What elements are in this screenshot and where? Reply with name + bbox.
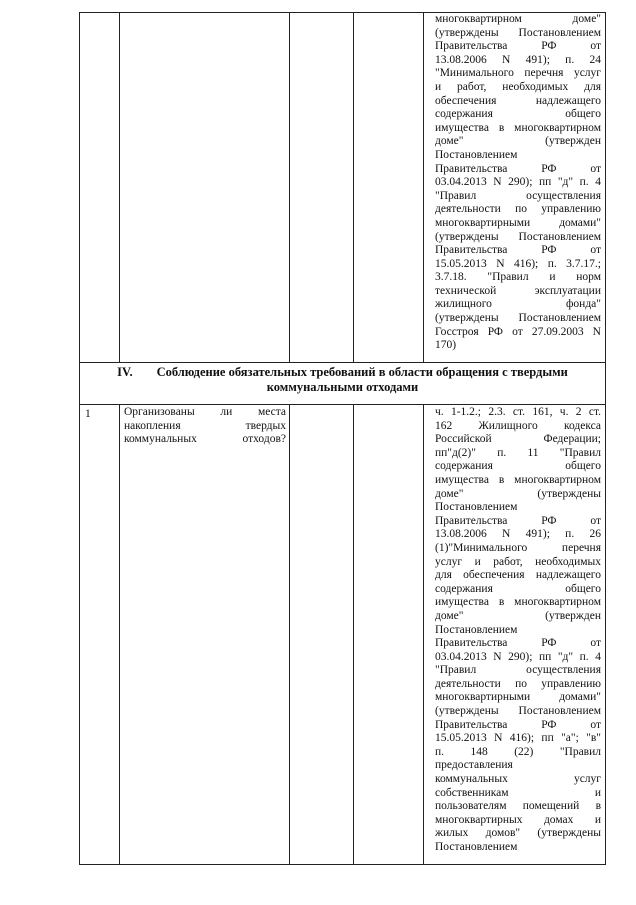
section-header-cell [80,363,606,405]
references-line: Правительства РФ от [435,637,601,650]
question-line: Организованы ли места [124,406,286,418]
question-line: коммунальных отходов? [124,433,286,446]
references-line: 15.05.2013 N 416); пп "а"; "в" [435,732,601,745]
references-line: Правительства РФ от [435,514,601,527]
references-line: 162 Жилищного кодекса [435,419,601,432]
references-line: ч. 1-1.2.; 2.3. ст. 161, ч. 2 ст. [435,406,601,418]
references-line: Постановлением [435,841,518,853]
references-line: доме" (утверждены [435,487,601,500]
references-line: (утверждены Постановлением [435,230,601,243]
table-row [80,405,606,865]
references-line: имущества в многоквартирном [435,121,601,134]
references-line: для обеспечения надлежащего [435,569,601,582]
references-line: 03.04.2013 N 290); пп "д" п. 4 [435,650,601,663]
references-line: 170) [435,339,457,352]
references-line: многоквартирном доме" [435,13,601,25]
references-line: 15.05.2013 N 416); п. 3.7.17.; [435,257,601,270]
references-line: содержания общего [435,460,601,473]
references-line: (утверждены Постановлением [435,312,601,325]
answer-yes-cell [290,13,354,363]
section-header-row [80,363,606,405]
section-title-line1: Соблюдение обязательных требований в области обращения с твердыми [156,365,568,379]
references-line: деятельности по управлению [435,677,601,690]
answer-no-cell [354,405,424,865]
references-line: технической эксплуатации [435,284,601,297]
references-line: Постановлением [435,623,518,636]
answer-no-cell [354,13,424,363]
references-line: 13.08.2006 N 491); п. 26 [435,528,601,541]
references-line: Правительства РФ от [435,40,601,53]
references-line: жилищного фонда" [435,298,601,311]
references-line: (1)"Минимального перечня [435,541,601,554]
references-line: Правительства РФ от [435,718,601,731]
references-line: 13.08.2006 N 491); п. 24 [435,53,601,66]
references-line: имущества в многоквартирном [435,473,601,486]
references-line: 3.7.18. "Правил и норм [435,271,601,284]
references-line: п. 148 (22) "Правил [435,745,601,758]
question-cell [120,13,290,363]
references-line: "Правил осуществления [435,664,601,677]
question-cell [120,405,290,865]
references-line: (утверждены Постановлением [435,26,601,39]
section-number: IV. [117,365,133,379]
references-line: услуг и работ, необходимых [435,555,601,568]
references-line: пп"д(2)" п. 11 "Правил [435,446,601,459]
references-line: содержания общего [435,108,601,121]
section-title-line2: коммунальными отходами [266,380,419,394]
references-line: имущества в многоквартирном [435,596,601,609]
references-line: доме" (утвержден [435,609,601,622]
references-cell [424,405,606,865]
references-line: пользователям помещений в [435,800,601,813]
references-line: многоквартирных домах и [435,813,601,826]
references-line: предоставления [435,759,513,772]
references-line: "Минимального перечня услуг [435,67,601,80]
references-cell [424,13,606,363]
references-line: Постановлением [435,501,518,514]
references-line: и работ, необходимых для [435,80,601,93]
references-line: коммунальных услуг [435,773,601,786]
table-row [80,13,606,363]
requirements-table [79,12,606,865]
references-line: доме" (утвержден [435,135,601,148]
references-line: Правительства РФ от [435,244,601,257]
question-line: накопления твердых [124,419,286,432]
references-line: многоквартирными домами" [435,691,601,704]
references-line: (утверждены Постановлением [435,705,601,718]
references-line: Постановлением [435,148,518,161]
references-line: содержания общего [435,582,601,595]
references-line: деятельности по управлению [435,203,601,216]
references-line: обеспечения надлежащего [435,94,601,107]
references-line: жилых домов" (утверждены [435,827,601,840]
references-line: "Правил осуществления [435,189,601,202]
answer-yes-cell [290,405,354,865]
references-line: многоквартирными домами" [435,216,601,229]
references-line: собственникам и [435,786,601,799]
row-number-cell [80,13,120,363]
row-number-cell: 1 [80,405,120,865]
references-line: Российской Федерации; [435,433,601,446]
references-line: Правительства РФ от [435,162,601,175]
references-line: Госстроя РФ от 27.09.2003 N [435,325,601,338]
references-line: 03.04.2013 N 290); пп "д" п. 4 [435,176,601,189]
